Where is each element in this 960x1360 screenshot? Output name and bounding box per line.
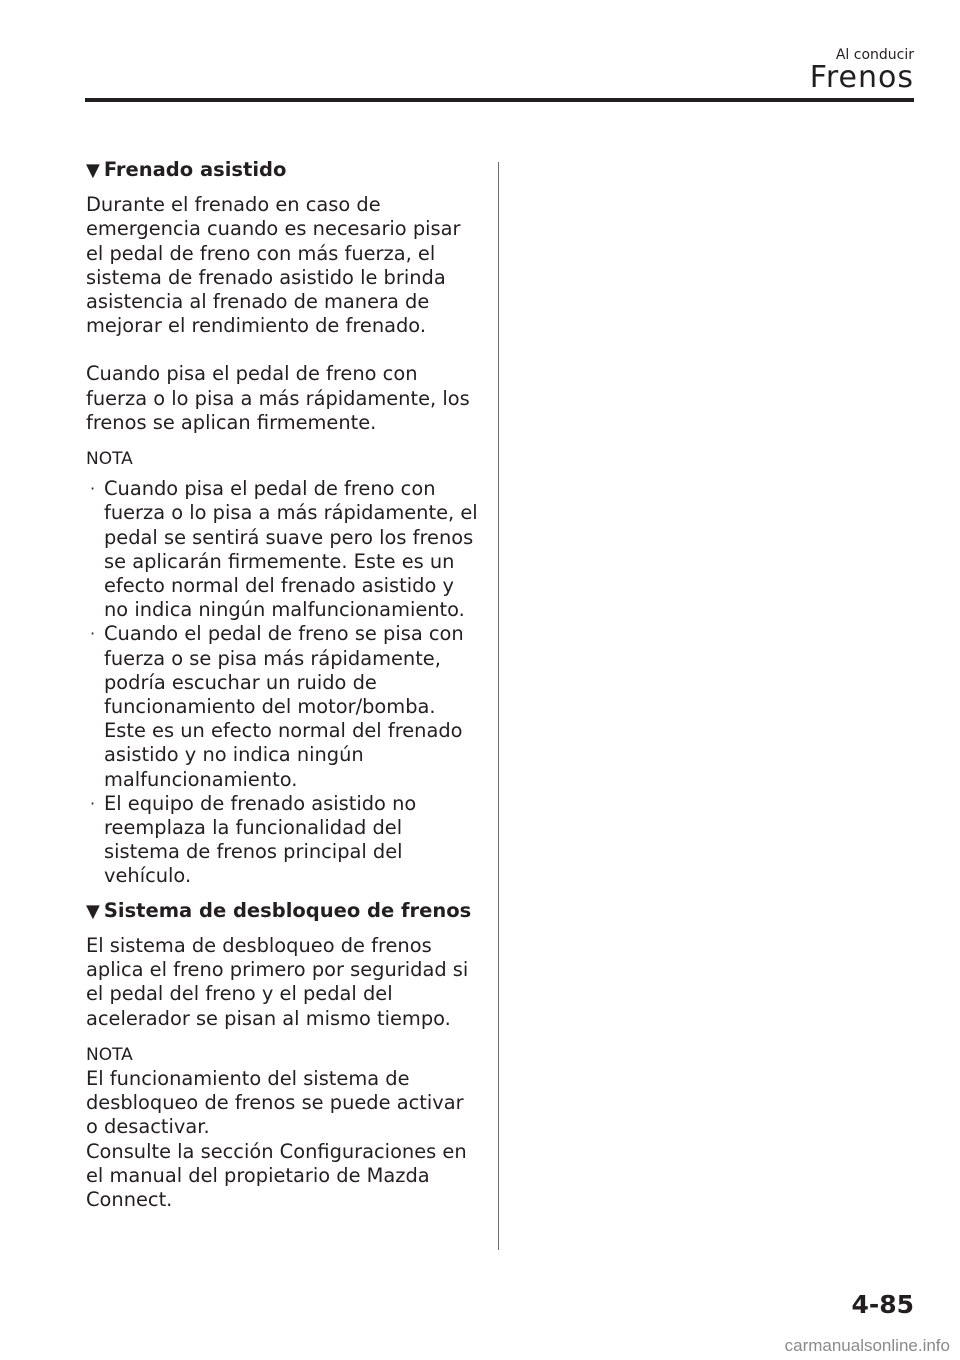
header-chapter: Al conducir — [835, 47, 914, 63]
main-content — [86, 158, 478, 1212]
section-heading-frenado-asistido — [86, 158, 478, 183]
spacer — [86, 889, 478, 899]
section-heading-text: Sistema de desbloqueo de frenos — [103, 898, 472, 922]
bullet-dot-icon: · — [90, 793, 96, 813]
bullet-dot-icon: · — [90, 479, 96, 499]
bullet-dot-icon: · — [90, 624, 96, 644]
list-item — [86, 792, 478, 889]
section-heading-text: Frenado asistido — [103, 158, 287, 181]
paragraph: El sistema de desbloqueo de frenos aplica el freno primero por seguridad si el pedal del freno y el pedal del acelerador se pisan al mismo tiempo. — [86, 933, 469, 1030]
list-item-text: Cuando el pedal de freno se pisa con fuerza o se pisa más rápidamente, podría escuchar un ruido de funcionamiento del motor/bomba. Este es un efecto normal del frenado asistido y no indica ningún malfuncionamiento. — [104, 622, 464, 791]
page-number: 4-85 — [851, 1290, 914, 1319]
spacer — [86, 338, 478, 362]
header-title: Frenos — [809, 60, 914, 95]
note-bullet-list — [86, 477, 478, 888]
list-item — [86, 622, 478, 791]
spacer — [86, 1031, 478, 1043]
paragraph: Durante el frenado en caso de emergencia cuando es necesario pisar el pedal de freno con más fuerza, el sistema de frenado asistido le brinda asistencia al frenado de manera de mejorar el rendimiento de frenado. — [86, 193, 461, 338]
spacer — [86, 435, 478, 447]
note-label: NOTA — [86, 1044, 133, 1065]
note-label: NOTA — [86, 449, 133, 470]
triangle-down-icon: ▼ — [86, 160, 100, 181]
watermark: carmanualsonline.info — [784, 1336, 950, 1355]
paragraph: El funcionamiento del sistema de desbloqueo de frenos se puede activar o desactivar. — [86, 1066, 464, 1139]
list-item-text: El equipo de frenado asistido no reemplaza la funcionalidad del sistema de frenos principal del vehículo. — [104, 791, 417, 888]
header-rule — [85, 98, 914, 102]
triangle-down-icon: ▼ — [86, 900, 100, 922]
section-heading-desbloqueo — [86, 899, 478, 924]
paragraph: Consulte la sección Configuraciones en el manual del propietario de Mazda Connect. — [86, 1139, 467, 1211]
paragraph: Cuando pisa el pedal de freno con fuerza o lo pisa a más rápidamente, los frenos se aplican firmemente. — [86, 362, 470, 434]
list-item — [86, 477, 478, 622]
column-divider — [498, 162, 499, 1250]
list-item-text: Cuando pisa el pedal de freno con fuerza o lo pisa a más rápidamente, el pedal se sentirá suave pero los frenos se aplicarán firmemente. Este es un efecto normal del frenado asistido y no indica ningún malfuncionamiento. — [104, 477, 478, 622]
